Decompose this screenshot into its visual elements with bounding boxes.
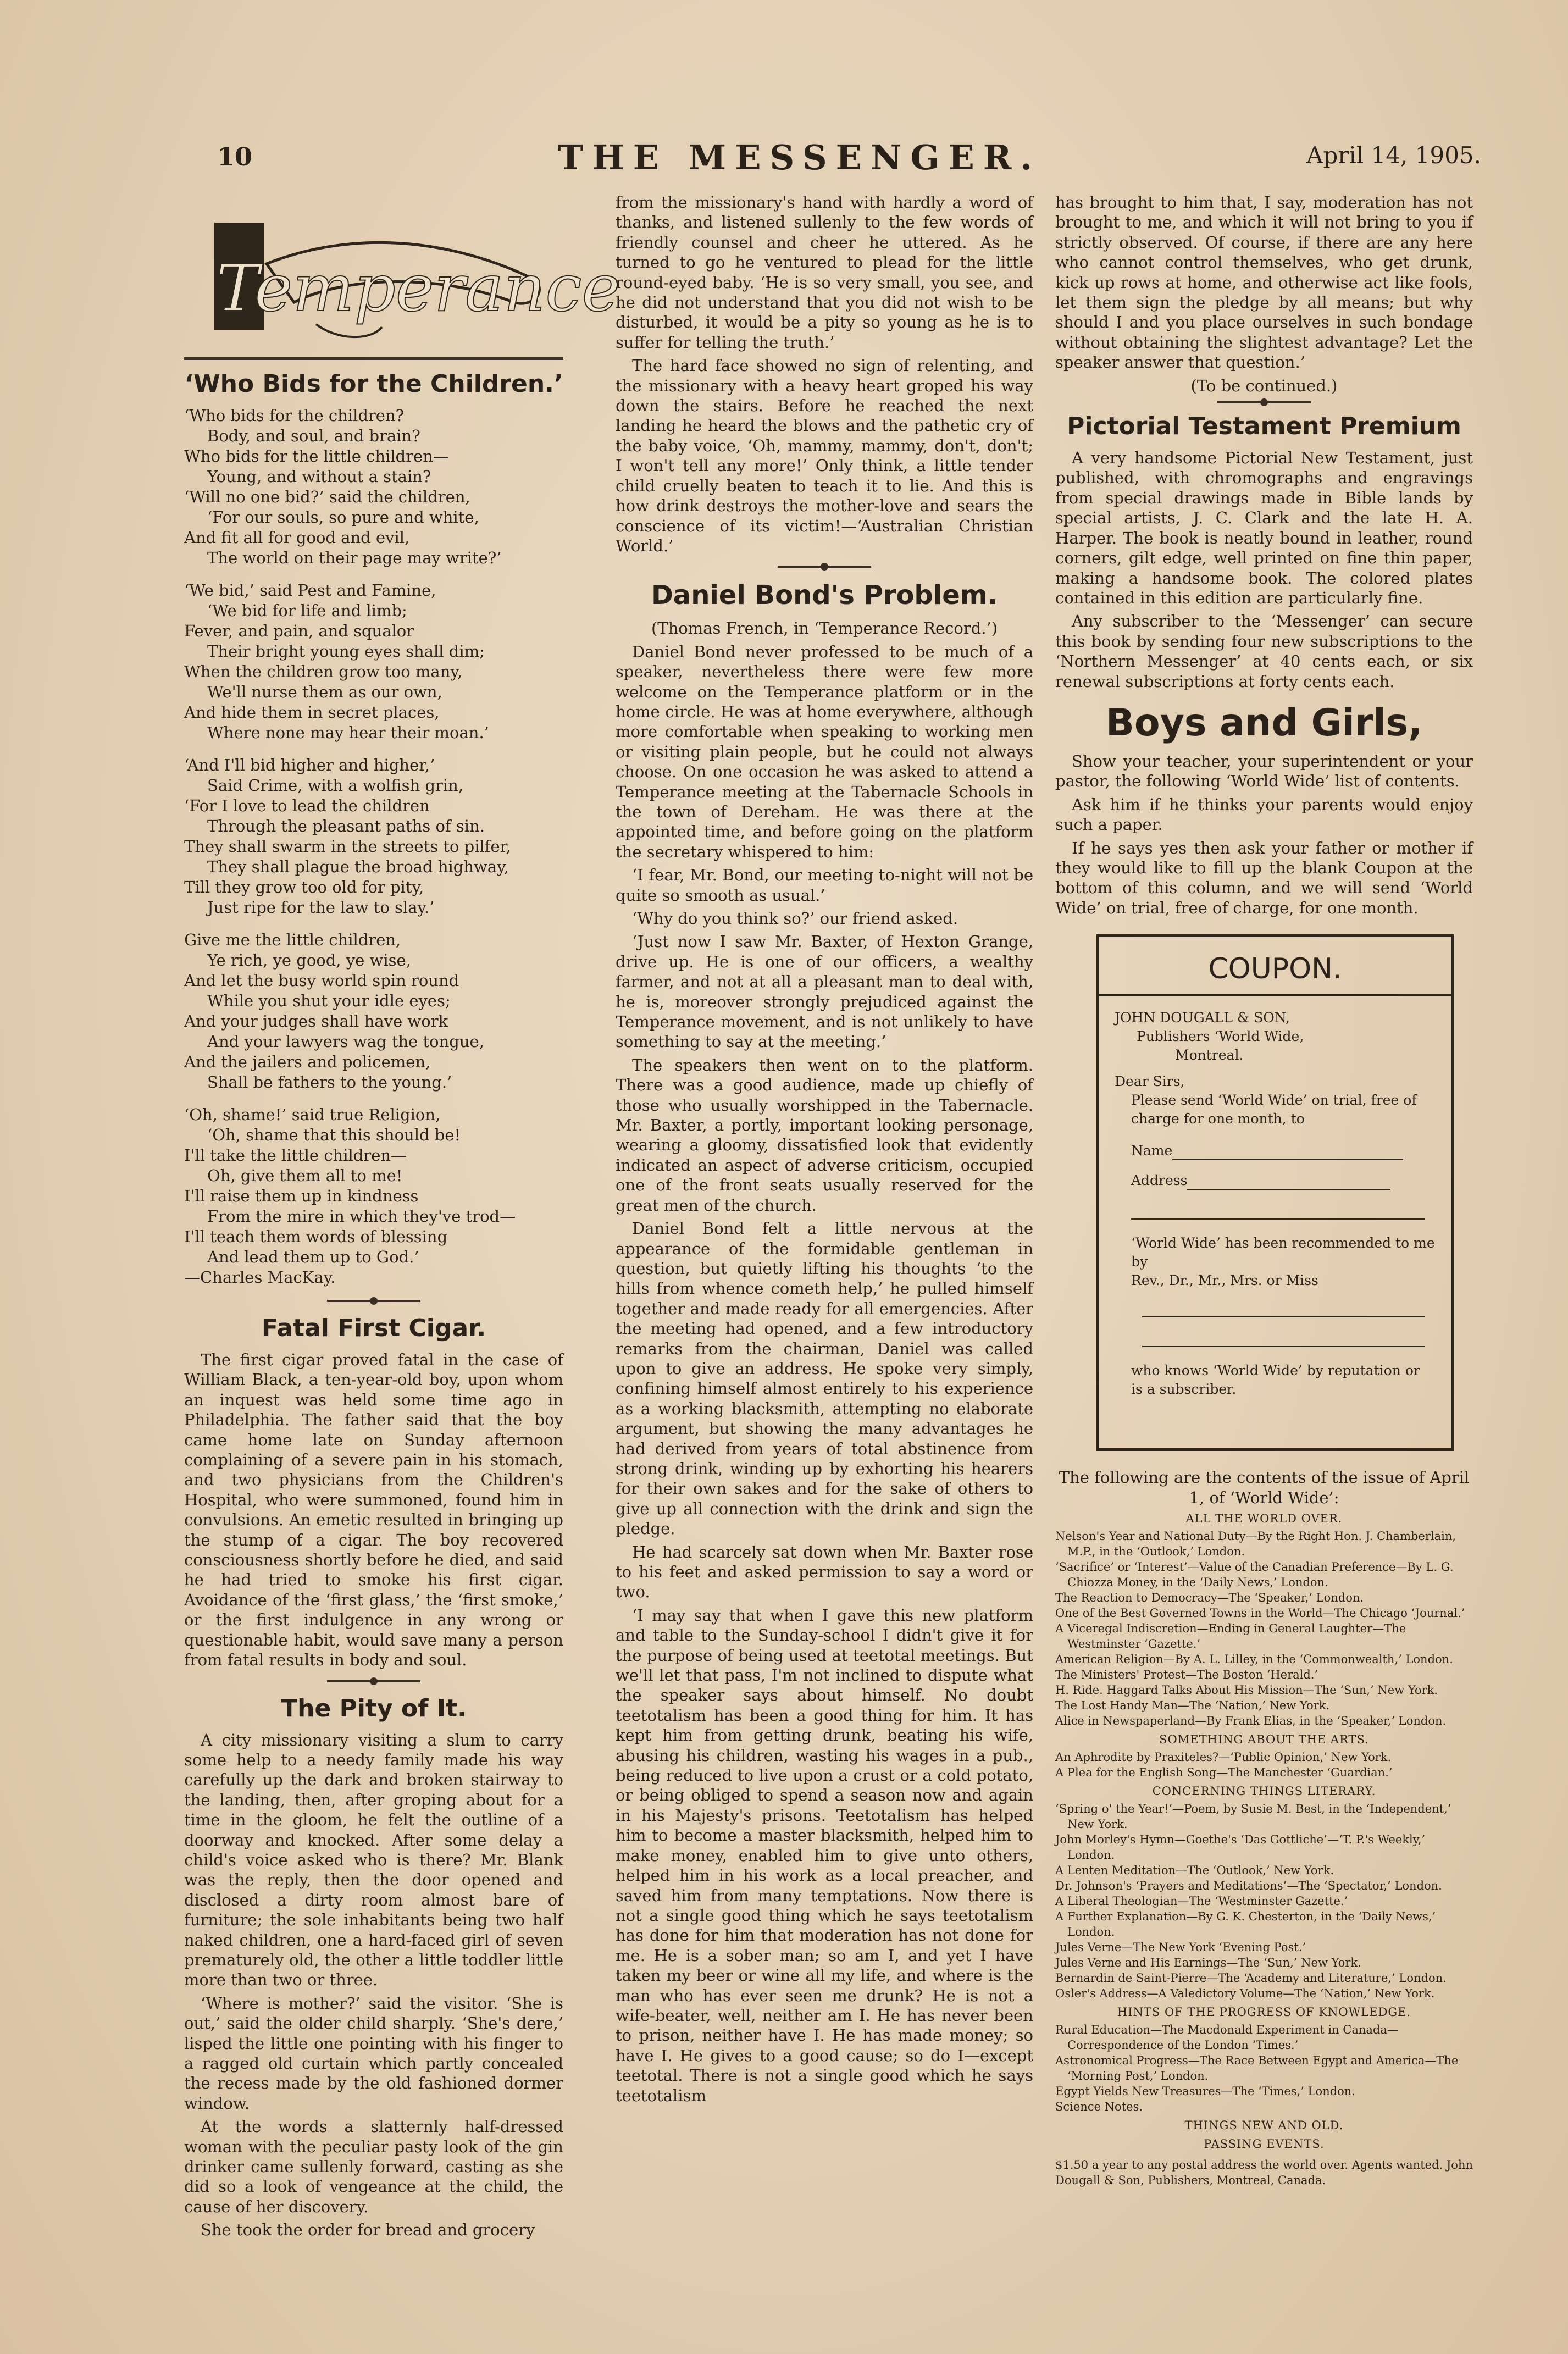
masthead: THE MESSENGER. [558, 137, 1041, 178]
temperance-logo [184, 198, 620, 360]
contents-item: American Religion—By A. L. Lilley, in the ‘Commonwealth,’ London. [1055, 1653, 1453, 1666]
contents-item: Dr. Johnson's ‘Prayers and Meditations’—The ‘Spectator,’ London. [1055, 1879, 1442, 1892]
coupon-recommender-field-2[interactable] [1142, 1325, 1425, 1347]
contents-item: Astronomical Progress—The Race Between Egypt and America—The ‘Morning Post,’ London. [1055, 2054, 1459, 2082]
footer-note: $1.50 a year to any postal address the world over. Agents wanted. John Dougall & Son, Publishers, Montreal, Canada. [1055, 2158, 1473, 2187]
poem-line: And fit all for good and evil, [184, 528, 410, 547]
contents-item: A Lenten Meditation—The ‘Outlook,’ New York. [1055, 1864, 1334, 1877]
poem-line: Body, and soul, and brain? [207, 427, 420, 445]
poem-body [184, 406, 563, 1288]
coupon-name-field[interactable] [1172, 1145, 1403, 1160]
poem-line: And the jailers and policemen, [184, 1053, 431, 1071]
poem-line: Ye rich, ye good, ye wise, [207, 951, 411, 970]
poem-line: ‘For our souls, so pure and white, [207, 508, 479, 527]
poem-line: Who bids for the little children— [184, 447, 449, 466]
bond-paragraph: Daniel Bond felt a little nervous at the appearance of the formidable gentleman in question, but quietly lifting his thoughts ‘to the hills from whence cometh help,’ he pulled himself together and made ready for all emergencies. After the meeting had opened, and a few introductory remarks from the chairman, Daniel was called upon to give an address. He spoke very simply, confining himself almost entirely to his experience as a working blacksmith, attempting no elaborate argument, but showing the many advantages he had derived from years of total abstinence from strong drink, winding up by exhorting his hearers for their own sakes and for the sake of others to give up all connection with the drink and sign the pledge. [616, 1219, 1033, 1538]
coupon-address-line: Montreal. [1175, 1047, 1244, 1064]
coupon-knows: who knows ‘World Wide’ by reputation or is a subscriber. [1131, 1362, 1420, 1398]
section-divider [327, 1300, 420, 1302]
poem-line: ‘And I'll bid higher and higher,’ [184, 756, 435, 774]
boys-girls-paragraph: Ask him if he thinks your parents would enjoy such a paper. [1055, 795, 1473, 834]
contents-item: A Plea for the English Song—The Manchester ‘Guardian.’ [1055, 1766, 1393, 1779]
poem-line: And lead them up to God.’ [207, 1248, 419, 1266]
contents-item: Jules Verne and His Earnings—The ‘Sun,’ New York. [1055, 1956, 1361, 1969]
column-1 [184, 192, 620, 2244]
coupon-body [1099, 996, 1451, 1411]
section-divider [1217, 401, 1311, 403]
world-wide-contents [1055, 1511, 1473, 2152]
section-divider [327, 1680, 420, 1682]
poem-stanza [184, 930, 563, 1093]
poem-line: We'll nurse them as our own, [207, 683, 442, 701]
coupon-box [1096, 934, 1454, 1451]
premium-paragraph: Any subscriber to the ‘Messenger’ can secure this book by sending four new subscriptions to the ‘Northern Messenger’ at 40 cents each, or six renewal subscriptions at forty cents each. [1055, 612, 1473, 691]
bond-paragraph: He had scarcely sat down when Mr. Baxter rose to his feet and asked permission to say a word or two. [616, 1542, 1033, 1602]
bond-paragraph: Daniel Bond never professed to be much of a speaker, nevertheless there were few more welcome on the Temperance platform or in the home circle. He was at home everywhere, although more comfortable when speaking to working men or visiting plain people, but he could not always choose. On one occasion he was asked to attend a Temperance meeting at the Tabernacle Schools in the town of Dereham. He was there at the appointed time, and before going on the platform the secretary whispered to him: [616, 642, 1033, 861]
poem-line: They shall plague the broad highway, [207, 857, 509, 876]
contents-item: Nelson's Year and National Duty—By the Right Hon. J. Chamberlain, M.P., in the ‘Outlook,’ London. [1055, 1530, 1456, 1558]
bond-paragraph: ‘Why do you think so?’ our friend asked. [632, 909, 958, 928]
boys-girls-paragraph: Show your teacher, your superintendent or your pastor, the following ‘World Wide’ list of contents. [1055, 751, 1473, 791]
poem-line: I'll teach them words of blessing [184, 1227, 448, 1246]
poem-line: Till they grow too old for pity, [184, 878, 424, 896]
poem-line: I'll take the little children— [184, 1146, 407, 1165]
bond-paragraph: ‘I may say that when I gave this new platform and table to the Sunday-school I didn't give it for the purpose of being used at teetotal meetings. But we'll let that pass, I'm not inclined to dispute what the speaker says about himself. No doubt teetotalism has been a good thing for him. It has kept him from getting drunk, beating his wife, abusing his children, wasting his wages in a pub., being reduced to live upon a crust or a cold potato, or being obliged to spend a season now and again in his Majesty's prisons. Teetotalism has helped him to become a master blacksmith, helped him to make money, enabled him to give unto others, helped him in his work as a local preacher, and saved him from many temptations. Now there is not a single good thing which he says teetotalism has done for him that moderation has not done for me. He is a sober man; so am I, and yet I have taken my beer or wine all my life, and where is the man who has ever seen me drunk? He is not a wife-beater, well, neither am I. He has never been to prison, neither have I. He has made money; so have I. He gives to a good cause; so do I—except teetotal. There is not a single good which he says teetotalism [616, 1605, 1033, 2105]
issue-date: April 14, 1905. [1306, 142, 1481, 169]
pity-paragraph: ‘Where is mother?’ said the visitor. ‘She is out,’ said the older child sharply. ‘She's dere,’ lisped the little one pointing with his finger to a ragged old curtain which partly concealed the recess made by the old fashioned dormer window. [184, 1993, 563, 2113]
bond-continued-paragraph: has brought to him that, I say, moderation has not brought to me, and which it will not bring to you if strictly observed. Of course, if there are any here who cannot control themselves, who get drunk, kick up rows at home, and otherwise act like fools, let them sign the pledge by all means; but why should I and you place ourselves in such bondage without obtaining the slightest advantage? Let the speaker answer that question.’ [1055, 193, 1473, 372]
contents-section-heading: HINTS OF THE PROGRESS OF KNOWLEDGE. [1117, 2006, 1411, 2019]
contents-item: Alice in Newspaperland—By Frank Elias, in the ‘Speaker,’ London. [1055, 1714, 1447, 1727]
poem-line: Their bright young eyes shall dim; [207, 642, 485, 661]
poem-stanza [184, 1105, 563, 1288]
poem-line: And your judges shall have work [184, 1012, 448, 1031]
poem-line: Give me the little children, [184, 930, 401, 949]
poem-line: —Charles MacKay. [184, 1268, 336, 1287]
contents-item: Bernardin de Saint-Pierre—The ‘Academy and Literature,’ London. [1055, 1971, 1447, 1985]
cigar-title: Fatal First Cigar. [261, 1314, 486, 1342]
contents-item: A Viceregal Indiscretion—Ending in General Laughter—The Westminster ‘Gazette.’ [1055, 1622, 1406, 1650]
poem-title: ‘Who Bids for the Children.’ [184, 370, 563, 398]
contents-item: Science Notes. [1055, 2100, 1143, 2113]
coupon-name-label: Name [1131, 1143, 1173, 1159]
poem-line: From the mire in which they've trod— [207, 1207, 516, 1226]
poem-line: Just ripe for the law to slay.’ [207, 898, 435, 917]
contents-intro: The following are the contents of the issue of April 1, of ‘World Wide’: [1059, 1468, 1470, 1507]
premium-title: Pictorial Testament Premium [1067, 412, 1461, 441]
coupon-address-label: Address [1131, 1172, 1188, 1189]
coupon-salutation: Dear Sirs, [1115, 1073, 1185, 1090]
poem-line: Said Crime, with a wolfish grin, [207, 776, 464, 795]
pity-continued-paragraph: from the missionary's hand with hardly a word of thanks, and listened sullenly to the few words of friendly counsel and cheer he uttered. As he turned to go he ventured to plead for the little round-eyed baby. ‘He is so very small, you see, and he did not understand that you did not wish to be disturbed, it would be a pity so young as he is to suffer for telling the truth.’ [616, 193, 1033, 352]
poem-line: ‘Will no one bid?’ said the children, [184, 488, 470, 506]
contents-item: ‘Spring o' the Year!’—Poem, by Susie M. Best, in the ‘Independent,’ New York. [1055, 1802, 1451, 1831]
poem-line: Where none may hear their moan.’ [207, 723, 489, 742]
bond-source: (Thomas French, in ‘Temperance Record.’) [651, 619, 998, 638]
poem-line: Through the pleasant paths of sin. [207, 817, 485, 835]
pity-title: The Pity of It. [281, 1694, 467, 1722]
contents-section-heading: ALL THE WORLD OVER. [1185, 1512, 1343, 1525]
column-2 [616, 192, 1033, 2109]
contents-item: One of the Best Governed Towns in the World—The Chicago ‘Journal.’ [1055, 1607, 1465, 1620]
poem-line: Shall be fathers to the young.’ [207, 1073, 452, 1092]
section-divider [778, 566, 871, 568]
poem-line: When the children grow too many, [184, 662, 463, 681]
contents-item: An Aphrodite by Praxiteles?—‘Public Opinion,’ New York. [1055, 1751, 1392, 1764]
pity-paragraph: She took the order for bread and grocery [201, 2220, 535, 2240]
poem-line: Oh, give them all to me! [207, 1166, 403, 1185]
poem-line: ‘For I love to lead the children [184, 796, 430, 815]
coupon-address-line: JOHN DOUGALL & SON, [1115, 1010, 1290, 1026]
bond-paragraph: The speakers then went on to the platform. There was a good audience, made up chiefly of those who usually worshipped in the Tabernacle. Mr. Baxter, a portly, important looking personage, wearing a gloomy, dissatisfied look that evidently indicated an aspect of adverse criticism, occupied one of the front seats usually reserved for the great men of the church. [616, 1055, 1033, 1215]
contents-item: A Liberal Theologian—The ‘Westminster Gazette.’ [1055, 1895, 1348, 1908]
bond-paragraph: ‘I fear, Mr. Bond, our meeting to-night will not be quite so smooth as usual.’ [616, 866, 1033, 905]
poem-line: While you shut your idle eyes; [207, 992, 451, 1010]
poem-stanza [184, 406, 563, 568]
to-be-continued: (To be continued.) [1190, 376, 1338, 395]
poem-line: And hide them in secret places, [184, 703, 440, 722]
boys-girls-title: Boys and Girls, [1106, 701, 1422, 745]
coupon-title: COUPON. [1099, 937, 1451, 996]
poem-line: And your lawyers wag the tongue, [207, 1032, 484, 1051]
contents-item: ‘Sacrifice’ or ‘Interest’—Value of the Canadian Preference—By L. G. Chiozza Money, in the ‘Daily News,’ London. [1055, 1560, 1454, 1589]
poem-line: ‘We bid,’ said Pest and Famine, [184, 581, 436, 600]
contents-section-heading: THINGS NEW AND OLD. [1184, 2119, 1344, 2132]
temperance-logo-art [184, 198, 620, 357]
poem-line: The world on their page may write?’ [207, 549, 502, 567]
contents-item: H. Ride. Haggard Talks About His Mission—The ‘Sun,’ New York. [1055, 1683, 1438, 1697]
contents-item: Jules Verne—The New York ‘Evening Post.’ [1055, 1941, 1306, 1954]
poem-line: Young, and without a stain? [207, 467, 431, 486]
contents-item: The Ministers' Protest—The Boston ‘Herald.’ [1055, 1668, 1318, 1681]
contents-item: The Reaction to Democracy—The ‘Speaker,’ London. [1055, 1591, 1364, 1604]
contents-item: Egypt Yields New Treasures—The ‘Times,’ London. [1055, 2085, 1356, 2098]
contents-item: Rural Education—The Macdonald Experiment in Canada—Correspondence of the London ‘Times.’ [1055, 2023, 1399, 2052]
temperance-logo-text: Temperance [216, 250, 620, 326]
column-3 [1055, 192, 1473, 2188]
pity-paragraph: A city missionary visiting a slum to carry some help to a needy family made his way carefully up the dark and broken stairway to the landing, then, after groping about for a time in the gloom, he felt the outline of a doorway and knocked. After some delay a child's voice asked who is there? Mr. Blank was the reply, then the door opened and disclosed a dirty room almost bare of furniture; the sole inhabitants being two half naked children, one a hard-faced girl of seven prematurely old, the other a little toddler little more than two or three. [184, 1730, 563, 1990]
bond-title: Daniel Bond's Problem. [651, 580, 998, 611]
contents-item: Osler's Address—A Valedictory Volume—The ‘Nation,’ New York. [1055, 1987, 1435, 2000]
coupon-request: Please send ‘World Wide’ on trial, free of charge for one month, to [1131, 1092, 1417, 1127]
poem-line: And let the busy world spin round [184, 971, 459, 990]
contents-section-heading: CONCERNING THINGS LITERARY. [1152, 1785, 1376, 1798]
coupon-address-field-2[interactable] [1131, 1198, 1425, 1220]
contents-item: John Morley's Hymn—Goethe's ‘Das Gottliche’—‘T. P.'s Weekly,’ London. [1055, 1833, 1426, 1862]
page-number: 10 [217, 142, 253, 171]
poem-line: They shall swarm in the streets to pilfer, [184, 837, 511, 856]
cigar-paragraph: The first cigar proved fatal in the case of William Black, a ten-year-old boy, upon whom an inquest was held some time ago in Philadelphia. The father said that the boy came home late on Sunday afternoon complaining of a severe pain in his stomach, and two physicians from the Children's Hospital, who were summoned, found him in convulsions. An emetic resulted in bringing up the stump of a cigar. The boy recovered consciousness shortly before he died, and said he had tried to smoke his first cigar. Avoidance of the ‘first glass,’ the ‘first smoke,’ or the first indulgence in any wrong or questionable habit, would save many a person from fatal results in body and soul. [184, 1350, 563, 1670]
poem-line: I'll raise them up in kindness [184, 1187, 419, 1205]
bond-paragraph: ‘Just now I saw Mr. Baxter, of Hexton Grange, drive up. He is one of our officers, a wealthy farmer, and not at all a pleasant man to deal with, he is, moreover strongly prejudiced against the Temperance movement, and is not unlikely to have something to say at the meeting.’ [616, 932, 1033, 1051]
contents-item: The Lost Handy Man—The ‘Nation,’ New York. [1055, 1699, 1330, 1712]
poem-line: ‘Oh, shame that this should be! [207, 1126, 461, 1144]
coupon-address-field[interactable] [1187, 1175, 1390, 1190]
contents-item: A Further Explanation—By G. K. Chesterton, in the ‘Daily News,’ London. [1055, 1910, 1436, 1938]
coupon-recommender-field[interactable] [1142, 1295, 1425, 1317]
poem-stanza [184, 580, 563, 743]
poem-line: ‘Oh, shame!’ said true Religion, [184, 1105, 441, 1124]
coupon-address-line: Publishers ‘World Wide, [1137, 1028, 1304, 1045]
coupon-titles: Rev., Dr., Mr., Mrs. or Miss [1131, 1272, 1318, 1289]
coupon-recommended: ‘World Wide’ has been recommended to me by [1131, 1235, 1435, 1270]
page-header [217, 137, 1481, 181]
poem-line: ‘We bid for life and limb; [207, 601, 407, 620]
boys-girls-paragraph: If he says yes then ask your father or mother if they would like to fill up the blank Coupon at the bottom of this column, and we will send ‘World Wide’ on trial, free of charge, for one month. [1055, 838, 1473, 917]
premium-paragraph: A very handsome Pictorial New Testament, just published, with chromographs and engravings from special drawings made in Bible lands by special artists, J. C. Clark and the late H. A. Harper. The book is neatly bound in leather, round corners, gilt edge, well printed on fine thin paper, making a handsome book. The colored plates contained in this edition are particularly fine. [1055, 448, 1473, 607]
pity-paragraph: At the words a slatternly half-dressed woman with the peculiar pasty look of the gin drinker came sullenly forward, casting as she did so a look of vengeance at the child, the cause of her discovery. [184, 2117, 563, 2216]
poem-line: ‘Who bids for the children? [184, 406, 405, 425]
poem-stanza [184, 755, 563, 918]
contents-section-heading: PASSING EVENTS. [1204, 2137, 1325, 2151]
contents-section-heading: SOMETHING ABOUT THE ARTS. [1159, 1733, 1369, 1746]
pity-continued-paragraph: The hard face showed no sign of relenting, and the missionary with a heavy heart groped his way down the stairs. Before he reached the next landing he heard the blows and the pathetic cry of the baby voice, ‘Oh, mammy, mammy, don't, don't; I won't tell any more!’ Only think, a little tender child cruelly beaten to teach it to lie. And this is how drink destroys the mother-love and sears the conscience of its victim!—‘Australian Christian World.’ [616, 356, 1033, 555]
poem-line: Fever, and pain, and squalor [184, 622, 414, 640]
